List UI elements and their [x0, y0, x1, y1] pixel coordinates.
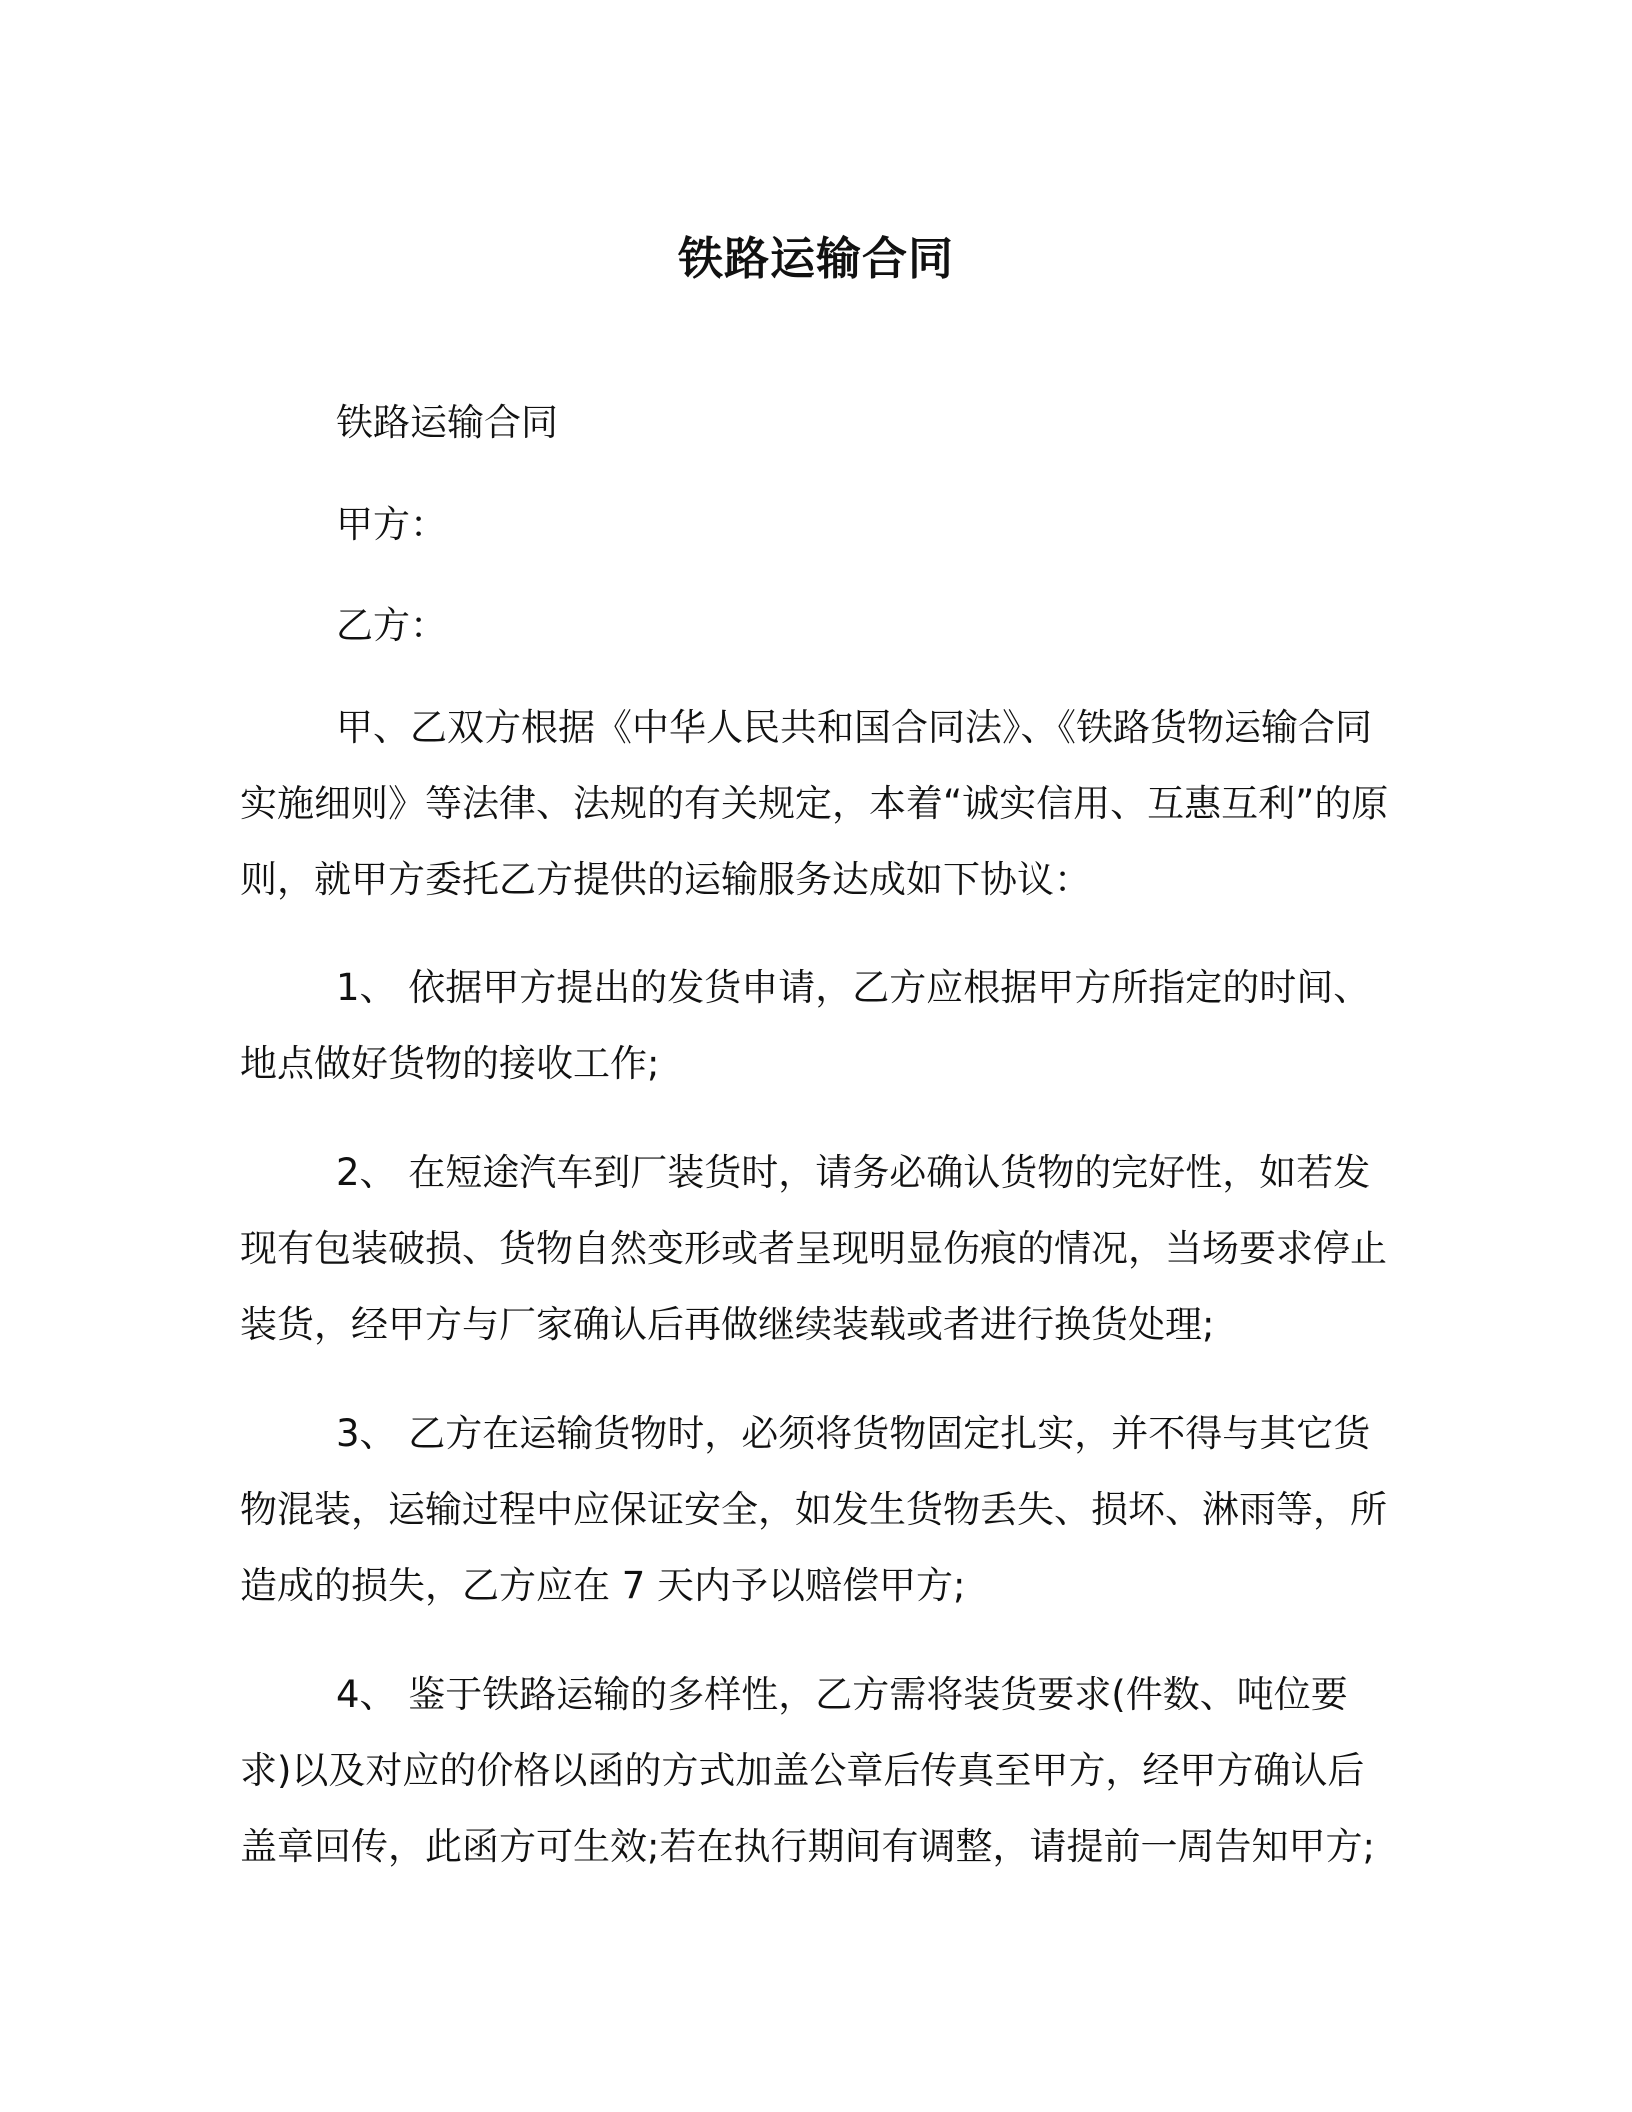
- document-title: 铁路运输合同: [677, 232, 954, 285]
- clause-4: 4、 鉴于铁路运输的多样性，乙方需将装货要求(件数、吨位要求)以及对应的价格以函的方式加盖公章后传真至甲方，经甲方确认后盖章回传，此函方可生效;若在执行期间有调整，请提前一周告知甲方;: [240, 1673, 1375, 1868]
- clause-1: 1、 依据甲方提出的发货申请，乙方应根据甲方所指定的时间、地点做好货物的接收工作;: [240, 966, 1371, 1085]
- clause-2: 2、 在短途汽车到厂装货时，请务必确认货物的完好性，如若发现有包装破损、货物自然变形或者呈现明显伤痕的情况，当场要求停止装货，经甲方与厂家确认后再做继续装载或者进行换货处理;: [240, 1151, 1387, 1346]
- preamble-paragraph: 甲、乙双方根据《中华人民共和国合同法》、《铁路货物运输合同实施细则》等法律、法规的有关规定，本着“诚实信用、互惠互利”的原则，就甲方委托乙方提供的运输服务达成如下协议：: [240, 706, 1389, 901]
- document-subtitle: 铁路运输合同: [336, 401, 558, 444]
- clause-3: 3、 乙方在运输货物时，必须将货物固定扎实，并不得与其它货物混装，运输过程中应保证安全，如发生货物丢失、损坏、淋雨等，所造成的损失，乙方应在 7 天内予以赔偿甲方;: [240, 1412, 1387, 1607]
- party-b-label: 乙方：: [336, 604, 447, 647]
- party-a-label: 甲方：: [336, 503, 447, 546]
